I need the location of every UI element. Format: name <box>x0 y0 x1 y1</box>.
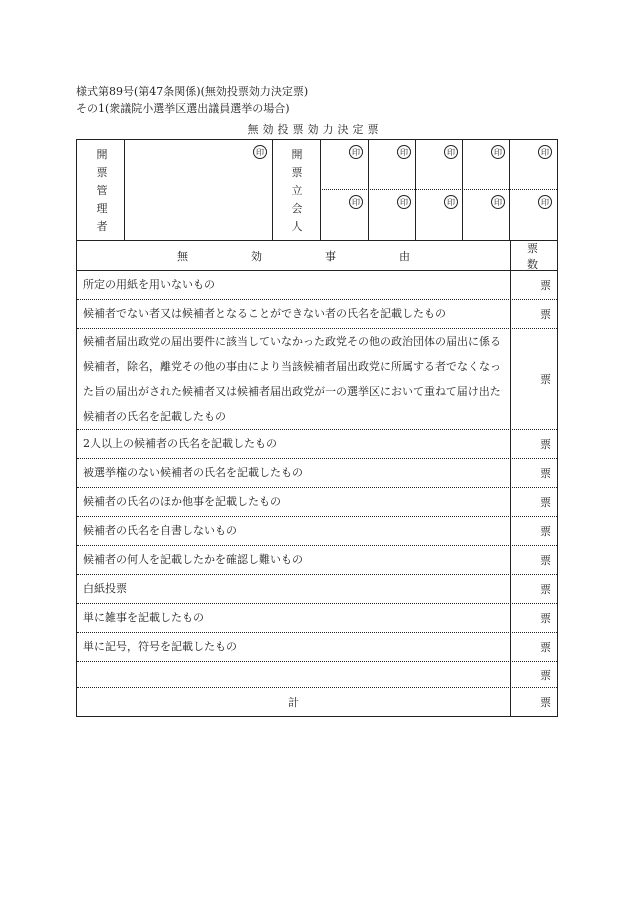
witness-seal-icon: 印 <box>491 145 505 159</box>
table-row: 所定の用紙を用いないもの 票 <box>77 271 557 300</box>
form-subtitle-line: その1(衆議院小選挙区選出議員選挙の場合) <box>76 102 290 115</box>
count-column-header: 票数 <box>527 241 548 271</box>
total-row: 計 票 <box>77 688 557 716</box>
witness-seal-icon: 印 <box>397 145 411 159</box>
witness-seal-icon: 印 <box>538 145 552 159</box>
form-number-line: 様式第89号(第47条関係)(無効投票効力決定票) <box>76 85 309 98</box>
table-row: 候補者の何人を記載したかを確認し難いもの 票 <box>77 546 557 575</box>
witness-seal-icon: 印 <box>491 195 505 209</box>
signature-block <box>76 139 558 241</box>
table-row: 候補者でない者又は候補者となることができない者の氏名を記載したもの 票 <box>77 300 557 329</box>
reason-column-header: 無 効 事 由 <box>177 249 410 263</box>
witness-seal-icon: 印 <box>444 145 458 159</box>
witness-seal-icon: 印 <box>349 195 363 209</box>
witness-seal-icon: 印 <box>444 195 458 209</box>
total-label: 計 <box>288 696 299 709</box>
table-row: 白紙投票 票 <box>77 575 557 604</box>
witness-seal-icon: 印 <box>538 195 552 209</box>
witness-label: 開 票 立 会 人 <box>291 148 303 233</box>
table-row: 単に記号，符号を記載したもの 票 <box>77 633 557 662</box>
table-header-row <box>77 241 557 271</box>
table-row: 被選挙権のない候補者の氏名を記載したもの 票 <box>77 459 557 488</box>
table-row: 候補者の氏名のほか他事を記載したもの 票 <box>77 488 557 517</box>
table-row: 単に雑事を記載したもの 票 <box>77 604 557 633</box>
invalid-vote-table <box>76 241 558 717</box>
table-row: 票 <box>77 662 557 688</box>
table-row: 2人以上の候補者の氏名を記載したもの 票 <box>77 430 557 459</box>
witness-seal-icon: 印 <box>349 145 363 159</box>
witness-seal-icon: 印 <box>397 195 411 209</box>
table-row: 候補者の氏名を自書しないもの 票 <box>77 517 557 546</box>
manager-label: 開 票 管 理 者 <box>96 148 108 233</box>
manager-seal-icon: 印 <box>253 145 267 159</box>
table-row: 候補者届出政党の届出要件に該当していなかった政党その他の政治団体の届出に係る候補者，除名，離党その他の事由により当該候補者届出政党に所属する者でなくなった旨の届出がされた候補者又は候補者届出政党が一の選挙区において重ねて届け出た候補者の氏名を記載したもの 票 <box>77 329 557 430</box>
form-title: 無効投票効力決定票 <box>247 123 383 136</box>
